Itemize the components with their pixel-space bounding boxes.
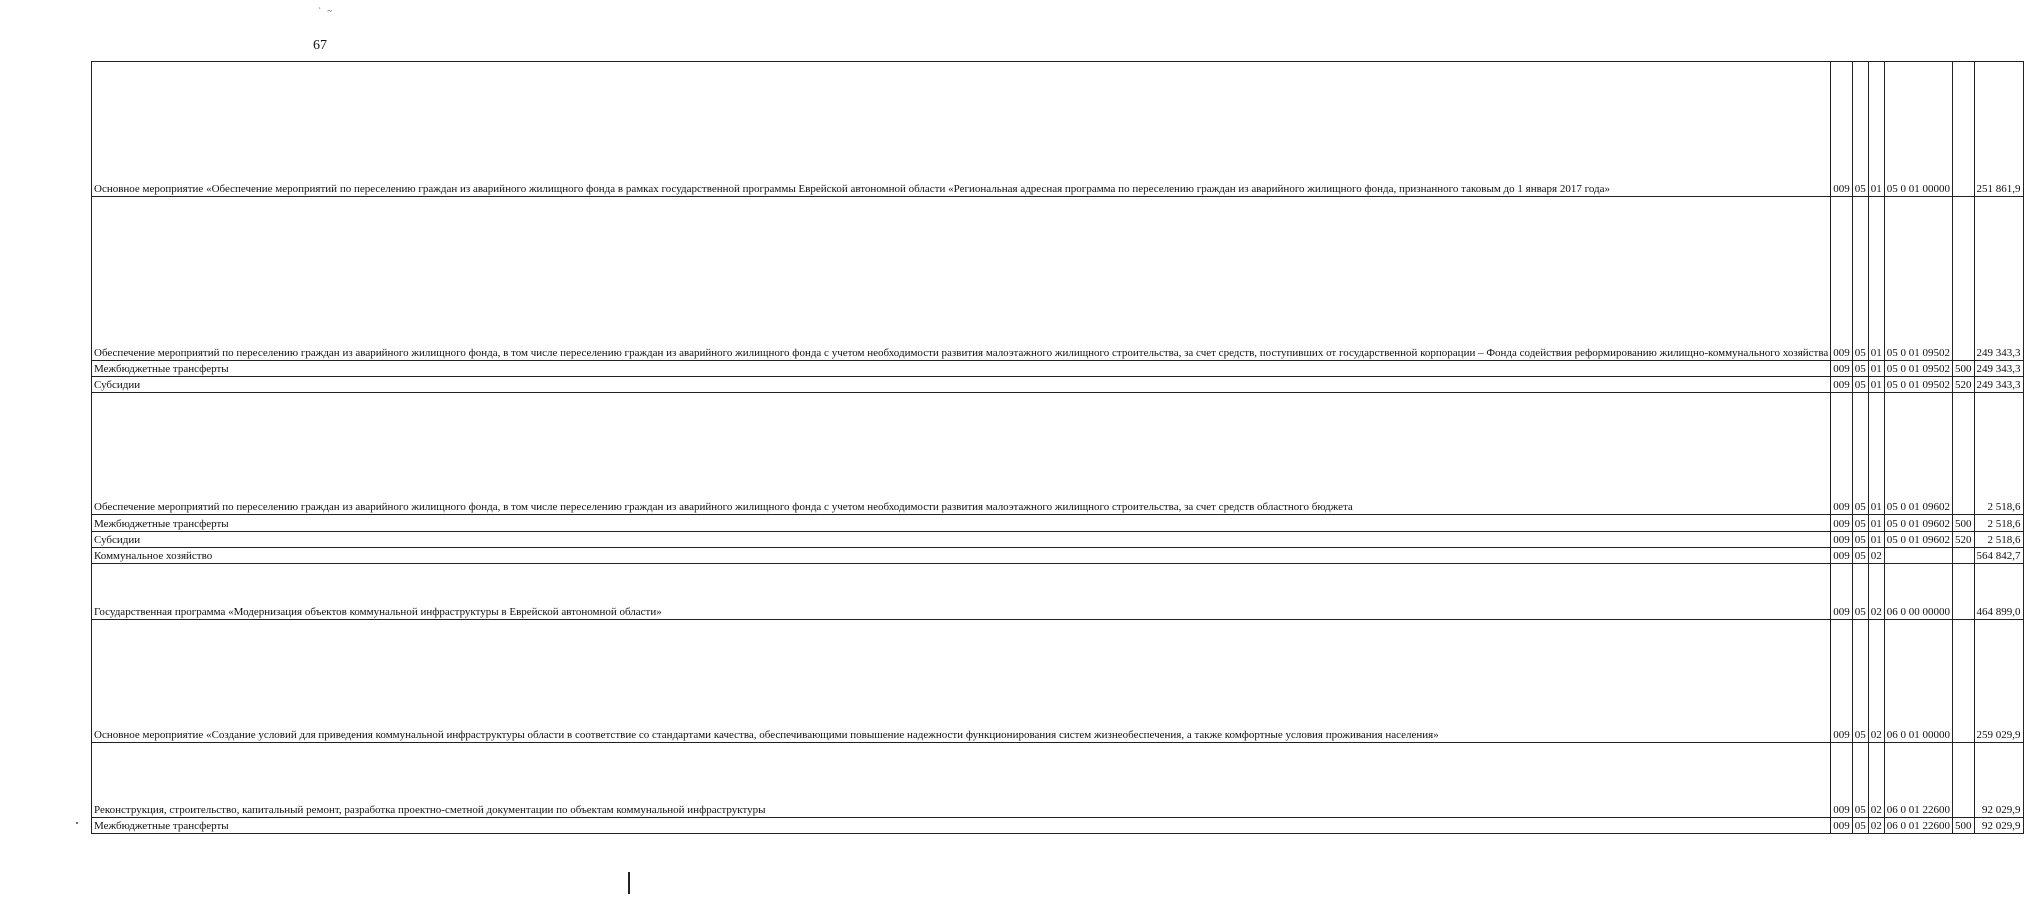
subsection-code: 02 [1868, 743, 1884, 818]
table-row [92, 361, 2024, 377]
row-name: Реконструкция, строительство, капитальный ремонт, разработка проектно-сметной документации по объектам коммунальной инфраструктуры [92, 743, 1831, 818]
table-row [92, 743, 2024, 818]
subsection-code: 01 [1868, 393, 1884, 515]
target-article-code: 05 0 01 09502 [1884, 361, 1952, 377]
amount: 92 029,9 [1974, 743, 2023, 818]
grbs-code: 009 [1831, 743, 1853, 818]
section-code: 05 [1852, 548, 1868, 564]
table-row [92, 818, 2024, 834]
target-article-code: 06 0 01 22600 [1884, 743, 1952, 818]
section-code: 05 [1852, 377, 1868, 393]
subsection-code: 01 [1868, 197, 1884, 361]
subsection-code: 02 [1868, 620, 1884, 743]
subsection-code: 02 [1868, 548, 1884, 564]
amount: 249 343,3 [1974, 377, 2023, 393]
row-name: Субсидии [92, 532, 1831, 548]
subsection-code: 01 [1868, 515, 1884, 532]
budget-table-body [92, 62, 2024, 834]
amount: 249 343,3 [1974, 197, 2023, 361]
expense-type-code: 500 [1953, 515, 1975, 532]
section-code: 05 [1852, 62, 1868, 197]
expense-type-code [1953, 393, 1975, 515]
grbs-code: 009 [1831, 377, 1853, 393]
section-code: 05 [1852, 564, 1868, 620]
section-code: 05 [1852, 620, 1868, 743]
table-row [92, 377, 2024, 393]
row-name: Основное мероприятие «Обеспечение мероприятий по переселению граждан из аварийного жилищного фонда в рамках государственной программы Еврейской автономной области «Региональная адресная программа по переселению граждан из аварийного жилищного фонда, признанного таковым до 1 января 2017 года» [92, 62, 1831, 197]
table-row [92, 620, 2024, 743]
section-code: 05 [1852, 393, 1868, 515]
target-article-code: 05 0 01 09502 [1884, 377, 1952, 393]
row-name: Субсидии [92, 377, 1831, 393]
row-name: Обеспечение мероприятий по переселению граждан из аварийного жилищного фонда, в том числе переселению граждан из аварийного жилищного фонда с учетом необходимости развития малоэтажного жилищного строительства, за счет средств областного бюджета [92, 393, 1831, 515]
subsection-code: 02 [1868, 818, 1884, 834]
table-row [92, 393, 2024, 515]
grbs-code: 009 [1831, 62, 1853, 197]
row-name: Межбюджетные трансферты [92, 818, 1831, 834]
expense-type-code: 500 [1953, 818, 1975, 834]
subsection-code: 01 [1868, 532, 1884, 548]
grbs-code: 009 [1831, 515, 1853, 532]
section-code: 05 [1852, 532, 1868, 548]
expense-type-code [1953, 743, 1975, 818]
expense-type-code [1953, 62, 1975, 197]
target-article-code: 05 0 01 09602 [1884, 393, 1952, 515]
row-name: Основное мероприятие «Создание условий для приведения коммунальной инфраструктуры области в соответствие со стандартами качества, обеспечивающими повышение надежности функционирования систем жизнеобеспечения, а также комфортные условия проживания населения» [92, 620, 1831, 743]
scan-mark: ` ~ [318, 6, 335, 16]
table-row [92, 62, 2024, 197]
section-code: 05 [1852, 515, 1868, 532]
expense-type-code: 520 [1953, 532, 1975, 548]
section-code: 05 [1852, 743, 1868, 818]
table-row [92, 532, 2024, 548]
target-article-code: 05 0 01 09602 [1884, 515, 1952, 532]
budget-table [91, 61, 2024, 834]
target-article-code: 05 0 01 09602 [1884, 532, 1952, 548]
page-number: 67 [313, 38, 327, 53]
table-row [92, 548, 2024, 564]
target-article-code: 05 0 01 00000 [1884, 62, 1952, 197]
section-code: 05 [1852, 197, 1868, 361]
subsection-code: 01 [1868, 361, 1884, 377]
amount: 2 518,6 [1974, 532, 2023, 548]
expense-type-code [1953, 197, 1975, 361]
amount: 2 518,6 [1974, 393, 2023, 515]
amount: 251 861,9 [1974, 62, 2023, 197]
target-article-code [1884, 548, 1952, 564]
expense-type-code [1953, 564, 1975, 620]
subsection-code: 01 [1868, 377, 1884, 393]
grbs-code: 009 [1831, 197, 1853, 361]
amount: 2 518,6 [1974, 515, 2023, 532]
grbs-code: 009 [1831, 548, 1853, 564]
target-article-code: 06 0 01 22600 [1884, 818, 1952, 834]
amount: 564 842,7 [1974, 548, 2023, 564]
grbs-code: 009 [1831, 564, 1853, 620]
row-name: Государственная программа «Модернизация объектов коммунальной инфраструктуры в Еврейской автономной области» [92, 564, 1831, 620]
row-name: Коммунальное хозяйство [92, 548, 1831, 564]
expense-type-code [1953, 620, 1975, 743]
expense-type-code [1953, 548, 1975, 564]
target-article-code: 06 0 01 00000 [1884, 620, 1952, 743]
table-row [92, 515, 2024, 532]
amount: 249 343,3 [1974, 361, 2023, 377]
grbs-code: 009 [1831, 532, 1853, 548]
row-name: Обеспечение мероприятий по переселению граждан из аварийного жилищного фонда, в том числе переселению граждан из аварийного жилищного фонда с учетом необходимости развития малоэтажного жилищного строительства, за счет средств, поступивших от государственной корпорации – Фонда содействия реформированию жилищно-коммунального хозяйства [92, 197, 1831, 361]
subsection-code: 01 [1868, 62, 1884, 197]
amount: 464 899,0 [1974, 564, 2023, 620]
table-row [92, 564, 2024, 620]
row-name: Межбюджетные трансферты [92, 361, 1831, 377]
grbs-code: 009 [1831, 818, 1853, 834]
row-name: Межбюджетные трансферты [92, 515, 1831, 532]
amount: 259 029,9 [1974, 620, 2023, 743]
section-code: 05 [1852, 361, 1868, 377]
amount: 92 029,9 [1974, 818, 2023, 834]
section-code: 05 [1852, 818, 1868, 834]
subsection-code: 02 [1868, 564, 1884, 620]
grbs-code: 009 [1831, 620, 1853, 743]
grbs-code: 009 [1831, 393, 1853, 515]
target-article-code: 06 0 00 00000 [1884, 564, 1952, 620]
target-article-code: 05 0 01 09502 [1884, 197, 1952, 361]
scan-dot [76, 822, 78, 824]
scan-edge-mark [628, 872, 630, 894]
table-row [92, 197, 2024, 361]
expense-type-code: 520 [1953, 377, 1975, 393]
grbs-code: 009 [1831, 361, 1853, 377]
expense-type-code: 500 [1953, 361, 1975, 377]
